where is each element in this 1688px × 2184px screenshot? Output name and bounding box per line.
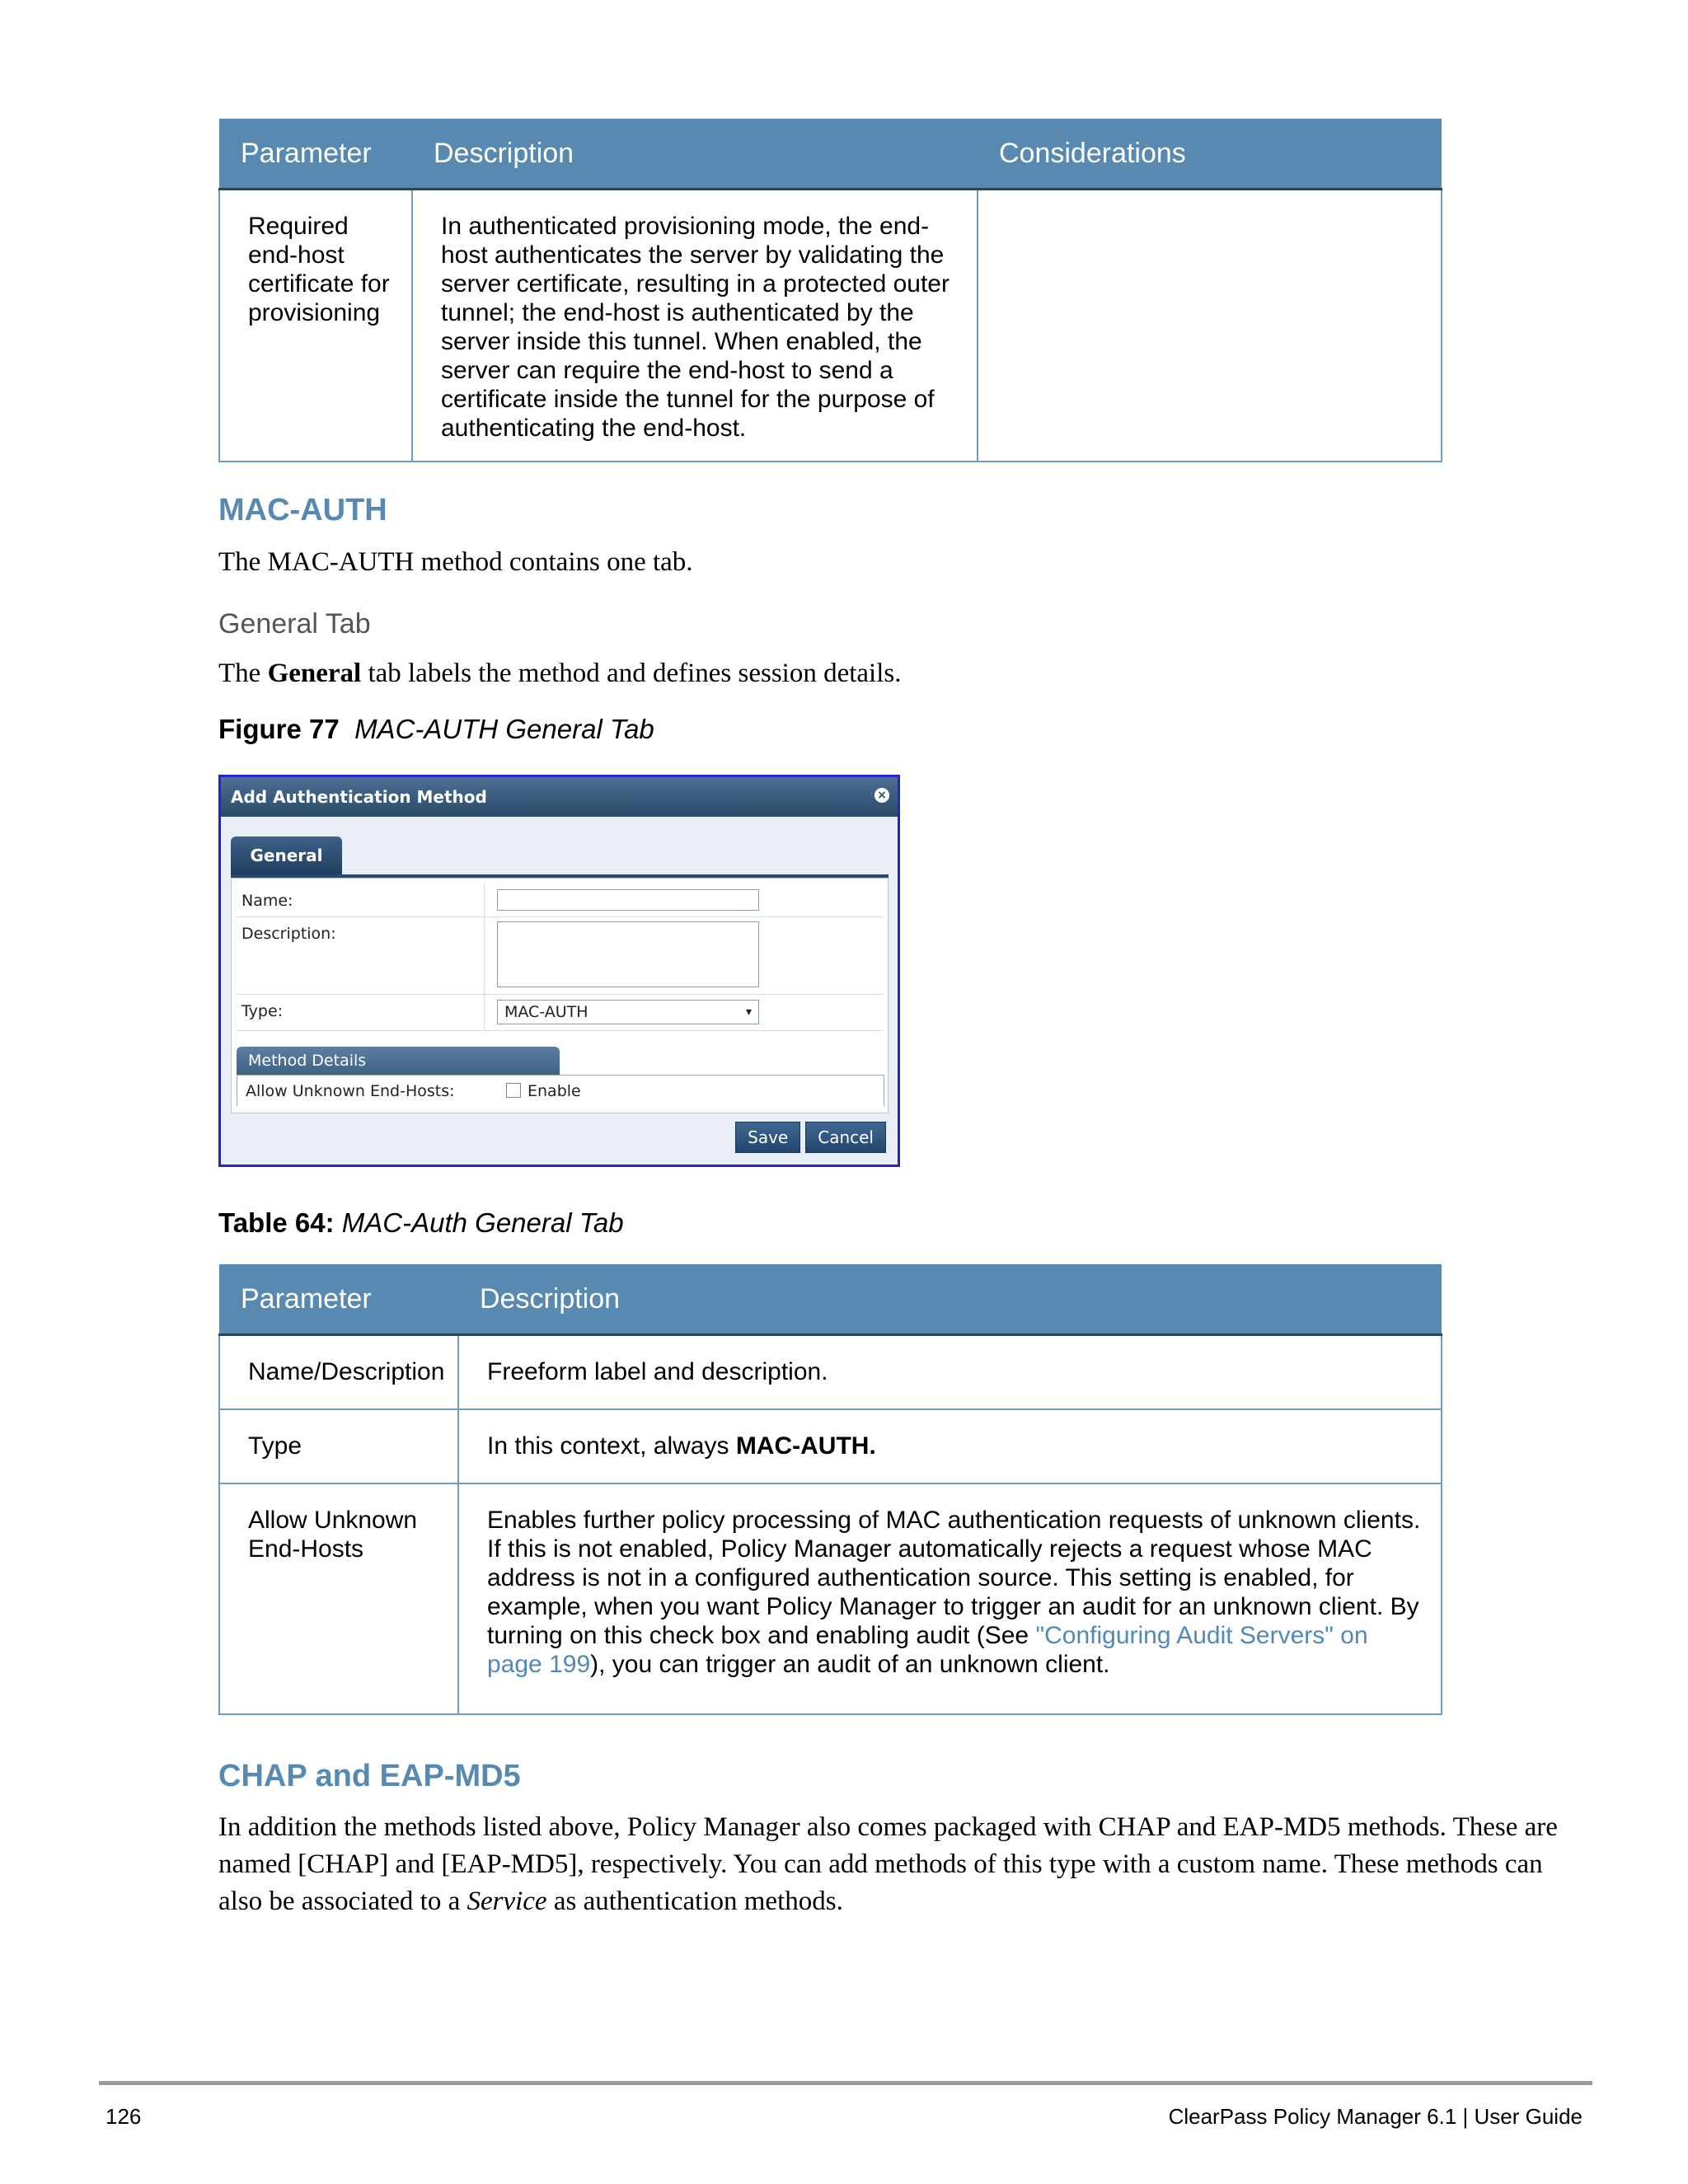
table-row: [219, 1409, 1442, 1483]
divider: [484, 994, 485, 1030]
table-row: [219, 190, 1442, 462]
type-row: [237, 994, 883, 1031]
cell-description: [458, 1483, 1442, 1714]
general-panel: [231, 878, 889, 1113]
table-title: MAC-Auth General Tab: [341, 1207, 624, 1238]
text-line: Enables further policy processing of MAC authentication requests of unknown clients.: [487, 1507, 1421, 1534]
name-row: [237, 883, 883, 917]
dialog-buttons: [730, 1122, 886, 1153]
description-row: [237, 916, 883, 995]
footer-title: ClearPass Policy Manager 6.1 | User Guide: [1168, 2104, 1582, 2129]
chap-paragraph: [218, 1809, 1587, 1920]
save-button[interactable]: Save: [735, 1122, 800, 1153]
type-select[interactable]: [497, 1000, 759, 1024]
parameter-table-continued: [218, 119, 1442, 462]
text-span: If this is not enabled, Policy Manager automatically rejects a request whose MAC address is not in a configured authentication source. This setting is enabled, for example, when you want Policy Manager to trigger an audit for an unknown client. By turning on this check box and enabling audit (See: [487, 1535, 1419, 1649]
description-textarea[interactable]: [497, 921, 759, 987]
cancel-button[interactable]: Cancel: [805, 1122, 886, 1153]
figure-label: Figure 77: [218, 714, 340, 744]
cell-parameter: Allow Unknown End-Hosts: [219, 1483, 458, 1714]
header-parameter: Parameter: [219, 119, 412, 190]
header-description: Description: [412, 119, 978, 190]
dialog-titlebar: [221, 777, 898, 817]
enable-checkbox[interactable]: [506, 1083, 521, 1098]
italic-span: Service: [467, 1886, 547, 1916]
name-label: Name:: [241, 892, 293, 910]
method-details-panel: [237, 1075, 884, 1106]
configuring-audit-servers-link[interactable]: "Configuring Audit Servers" on page 199: [487, 1622, 1368, 1678]
table-caption: [218, 1207, 624, 1239]
divider: [484, 883, 485, 916]
text-span: ), you can trigger an audit of an unknown client.: [590, 1651, 1110, 1678]
header-description: Description: [458, 1264, 1442, 1335]
general-tab-paragraph: [218, 655, 901, 692]
add-authentication-method-dialog: [218, 775, 900, 1167]
table-label: Table 64:: [218, 1207, 335, 1238]
text-line: [487, 1535, 1429, 1679]
enable-label: Enable: [528, 1082, 581, 1100]
figure-title: MAC-AUTH General Tab: [354, 714, 654, 744]
section-heading-chap: CHAP and EAP-MD5: [218, 1759, 521, 1793]
page-number: 126: [106, 2104, 142, 2129]
type-select-value: MAC-AUTH: [504, 1003, 588, 1021]
cell-considerations: [978, 190, 1442, 462]
chevron-down-icon: ▾: [745, 1005, 752, 1019]
bold-span: General: [267, 658, 362, 688]
cell-parameter: Required end-host certificate for provisioning: [219, 190, 412, 462]
dialog-title: Add Authentication Method: [231, 787, 487, 807]
divider: [484, 916, 485, 994]
bold-span: MAC-AUTH.: [735, 1432, 876, 1460]
text-span: In this context, always: [487, 1432, 736, 1460]
name-input[interactable]: [497, 889, 759, 911]
section-heading-mac-auth: MAC-AUTH: [218, 493, 387, 527]
mac-auth-general-tab-table: [218, 1264, 1442, 1715]
text-span: as authentication methods.: [546, 1886, 843, 1916]
tab-method-details[interactable]: Method Details: [237, 1047, 560, 1075]
footer-rule: [99, 2081, 1592, 2085]
table-row: [219, 1335, 1442, 1410]
tab-general[interactable]: General: [231, 837, 342, 874]
cell-description: Freeform label and description.: [458, 1335, 1442, 1410]
cell-description: [458, 1409, 1442, 1483]
allow-unknown-label: Allow Unknown End-Hosts:: [246, 1082, 455, 1100]
cell-parameter: Type: [219, 1409, 458, 1483]
cell-description: In authenticated provisioning mode, the end-host authenticates the server by validating the server certificate, resulting in a protected outer tunnel; the end-host is authenticated by the server inside this tunnel. When enabled, the server can require the end-host to send a certificate inside the tunnel for the purpose of authenticating the end-host.: [412, 190, 978, 462]
text-span: In addition the methods listed above, Policy Manager also comes packaged with CHAP and EAP-MD5 methods. These are named [CHAP] and [EAP-MD5], respectively. You can add methods of this type with a custom name. These methods can also be associated to a: [218, 1812, 1558, 1916]
close-icon[interactable]: ×: [874, 788, 889, 803]
header-parameter: Parameter: [219, 1264, 458, 1335]
table-row: [219, 1483, 1442, 1714]
text-span: tab labels the method and defines session details.: [361, 658, 902, 688]
type-label: Type:: [241, 1002, 284, 1020]
header-considerations: Considerations: [978, 119, 1442, 190]
cell-parameter: Name/Description: [219, 1335, 458, 1410]
text-span: The: [218, 658, 268, 688]
description-label: Description:: [241, 925, 336, 943]
tab-strip: [231, 837, 889, 878]
subheading-general-tab: General Tab: [218, 608, 371, 640]
mac-auth-intro: The MAC-AUTH method contains one tab.: [218, 547, 693, 577]
figure-caption: [218, 714, 654, 745]
